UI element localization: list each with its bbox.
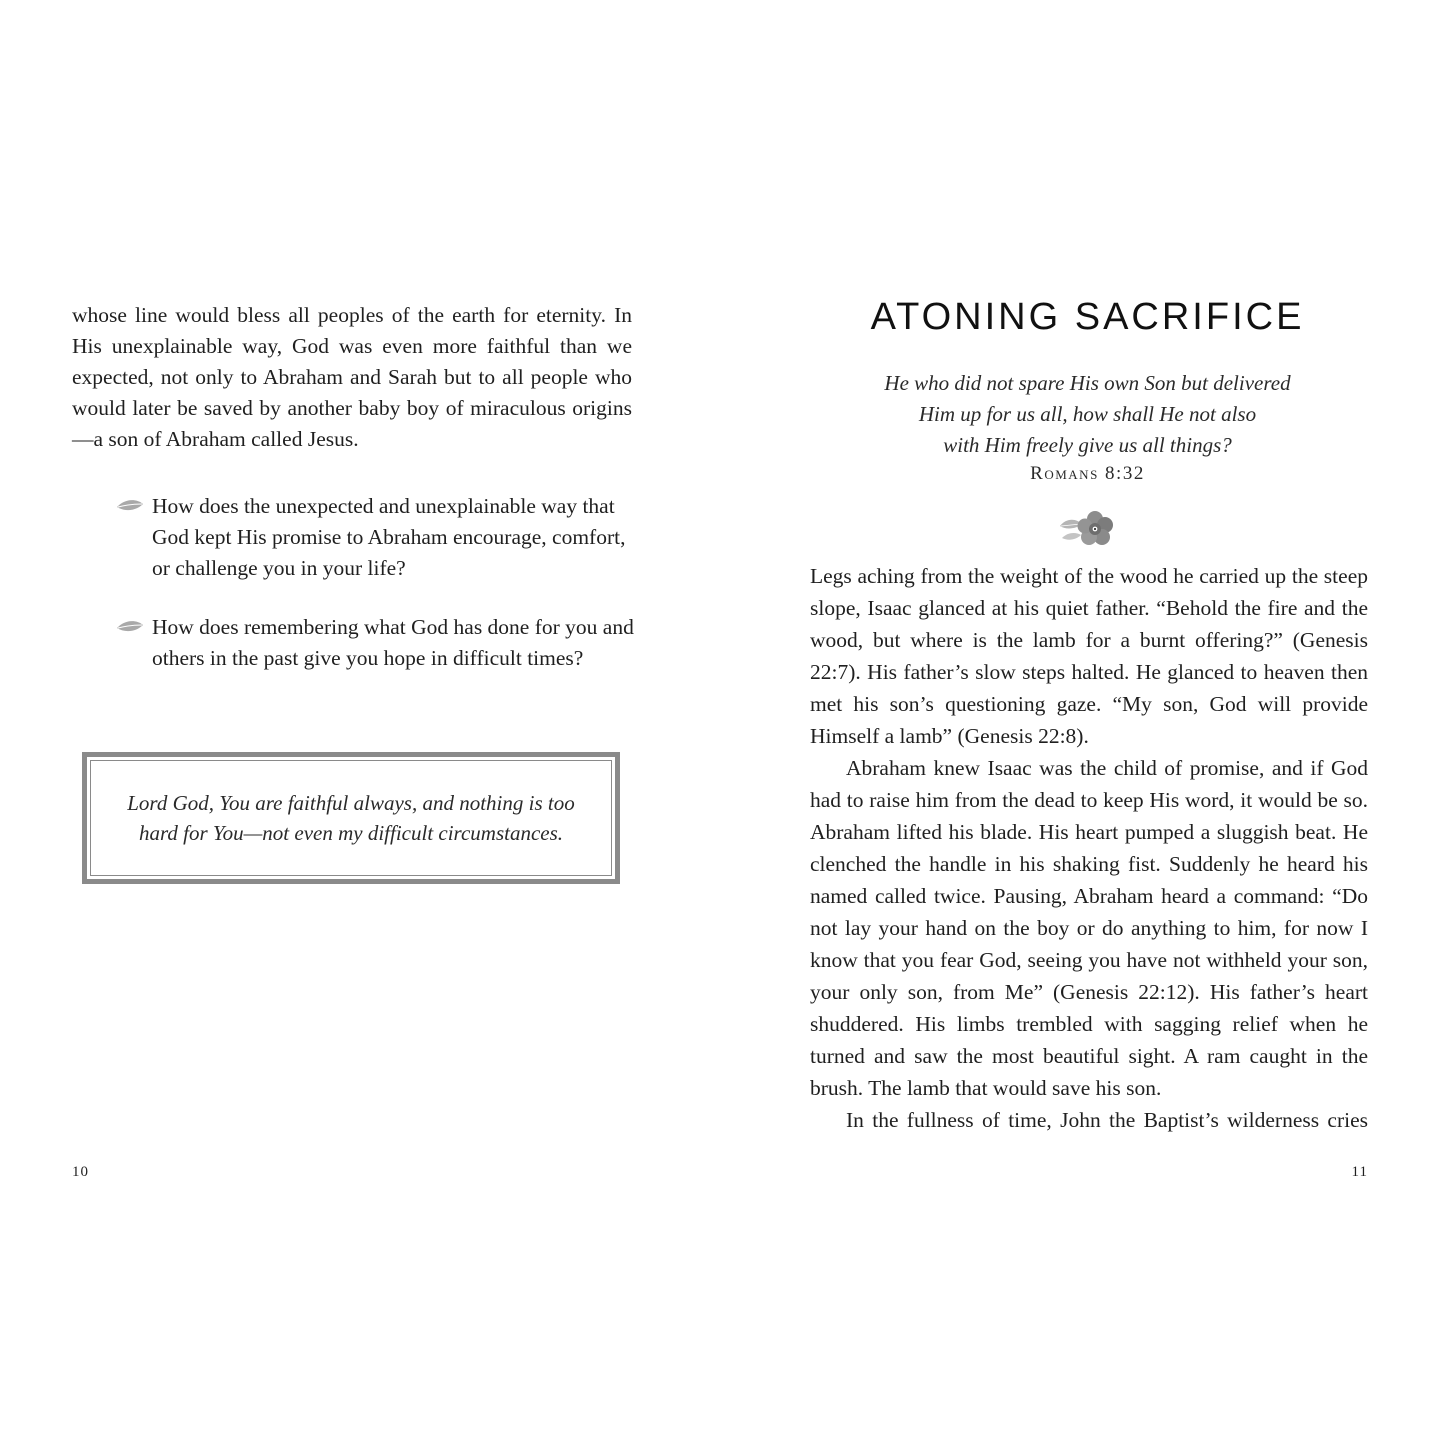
reflection-question-1: How does the unexpected and unexplainable way that God kept His promise to Abraham encourage, comfort, or challenge you in your life? <box>152 494 626 580</box>
flower-ornament-icon <box>1058 508 1118 548</box>
chapter-title: ATONING SACRIFICE <box>870 296 1305 338</box>
right-page <box>720 0 1440 1440</box>
epigraph-line-2: Him up for us all, how shall He not also <box>918 402 1257 426</box>
prayer-box-inner-border <box>90 760 612 876</box>
body-paragraph-2: Abraham knew Isaac was the child of promise, and if God had to raise him from the dead to keep His word, it would be so. Abraham lifted his blade. His heart pumped a sluggish beat. He clenched the handle in his shaking fist. Suddenly he heard his named called twice. Pausing, Abraham heard a command: “Do not lay your hand on the boy or do anything to him, for now I know that you fear God, seeing you have not withheld your son, your only son, from Me” (Genesis 22:12). His father’s heart shuddered. His limbs trembled with sagging relief when he turned and saw the most beautiful sight. A ram caught in the brush. The lamb that would save his son. <box>810 756 1368 1100</box>
epigraph-line-1: He who did not spare His own Son but delivered <box>884 371 1291 395</box>
epigraph-line-3: with Him freely give us all things? <box>943 433 1232 457</box>
left-body-text: whose line would bless all peoples of the earth for eternity. In His unexplainable way, God was even more faithful than we expected, not only to Abraham and Sarah but to all people who would later be saved by another baby boy of miraculous origins—a son of Abraham called Jesus. <box>72 303 632 451</box>
page-number-right: 11 <box>1351 1164 1368 1180</box>
reflection-question-2: How does remembering what God has done for you and others in the past give you hope in difficult times? <box>152 615 634 670</box>
epigraph <box>780 368 1395 485</box>
body-paragraph-1: Legs aching from the weight of the wood he carried up the steep slope, Isaac glanced at his quiet father. “Behold the fire and the wood, but where is the lamb for a burnt offering?” (Genesis 22:7). His father’s slow steps halted. He glanced to heaven then met his son’s questioning gaze. “My son, God will provide Himself a lamb” (Genesis 22:8). <box>810 564 1368 748</box>
leaf-icon <box>116 498 144 514</box>
body-paragraph-3: In the fullness of time, John the Baptist’s wilderness cries <box>846 1108 1368 1132</box>
prayer-text: Lord God, You are faithful always, and nothing is too hard for You—not even my difficult circumstances. <box>127 791 575 845</box>
epigraph-reference: Romans 8:32 <box>1030 463 1145 484</box>
right-body-text <box>810 560 1368 1136</box>
prayer-box <box>82 752 620 884</box>
page-number-left: 10 <box>72 1164 89 1180</box>
leaf-icon <box>116 619 144 635</box>
